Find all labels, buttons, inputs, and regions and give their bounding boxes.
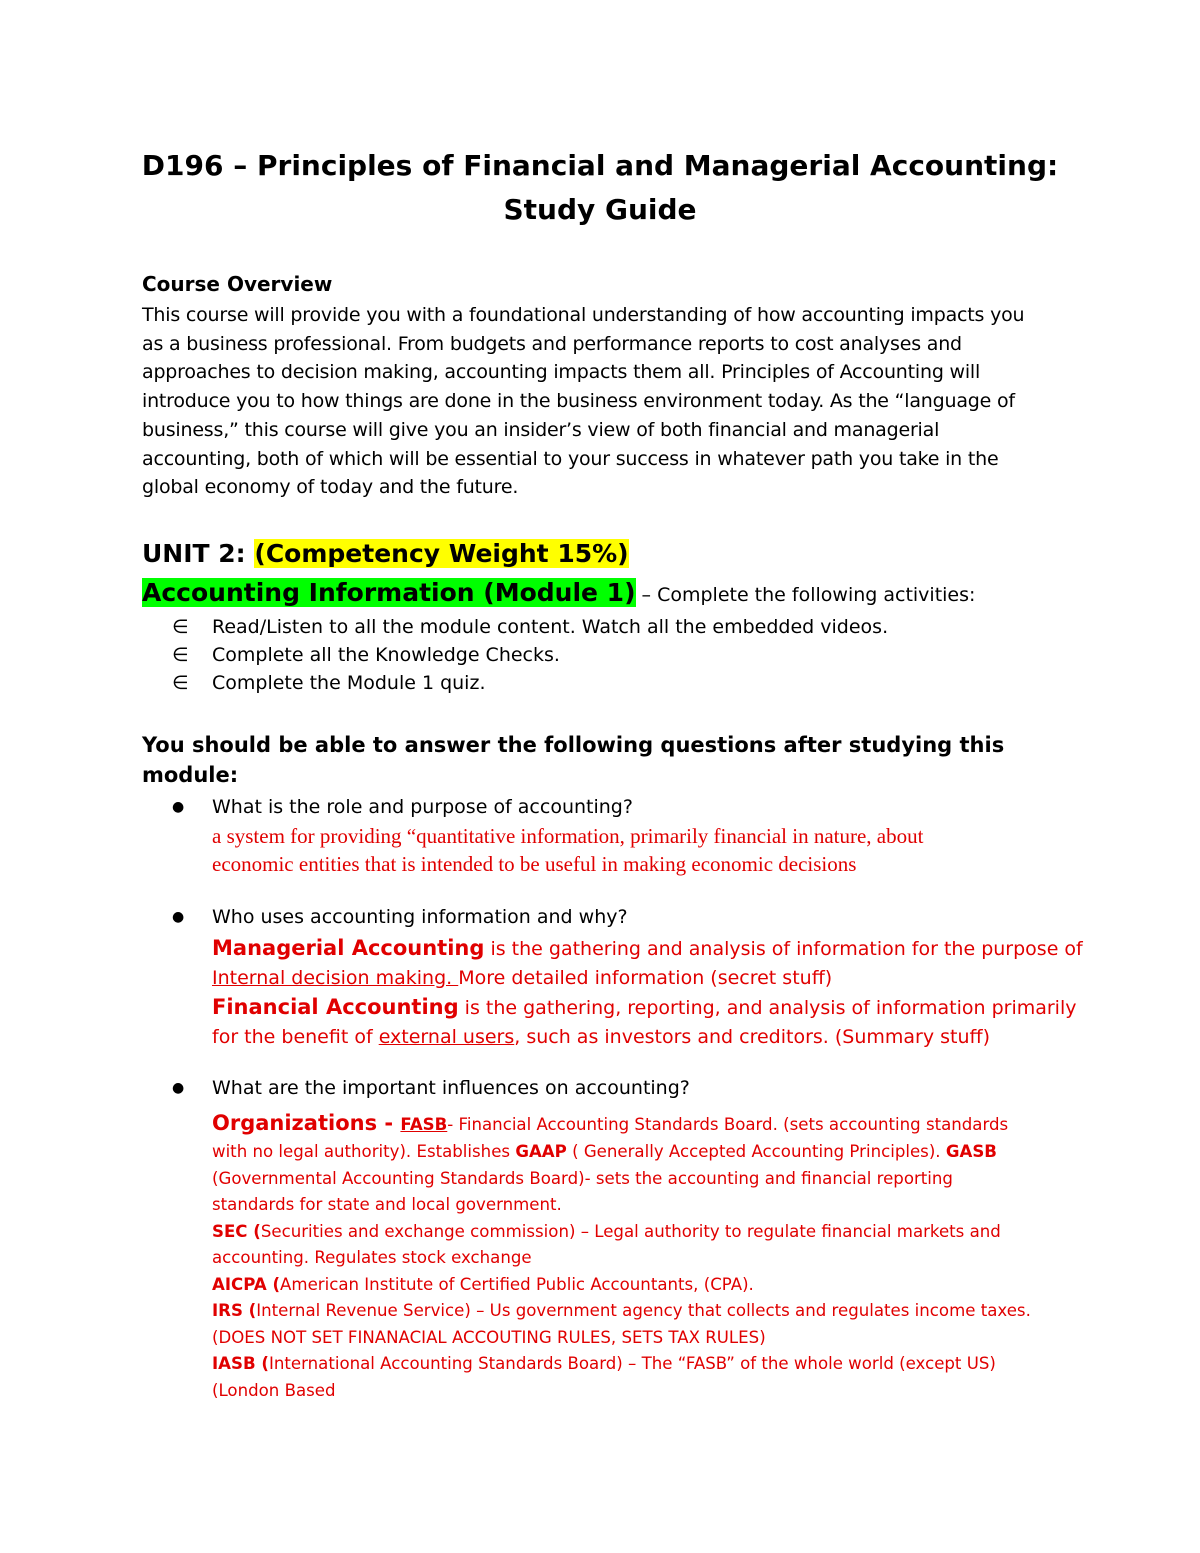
questions-heading (142, 730, 1042, 790)
answer-text: - Financial Accounting Standards Board. (sets accounting standards (447, 1115, 1009, 1134)
question-text: What is the role and purpose of accounting? (212, 796, 633, 818)
activity-text: Complete all the Knowledge Checks. (212, 644, 560, 666)
managerial-term: Managerial Accounting (212, 936, 485, 960)
bullet-icon: ● (172, 1080, 185, 1096)
course-overview-text (142, 301, 1062, 502)
module-title: Accounting Information (Module 1) (142, 578, 636, 607)
answer-line (212, 1219, 1031, 1246)
page-title-line-2: Study Guide (503, 193, 697, 226)
element-of-icon: ∈ (172, 672, 189, 694)
answer-line: (London Based (212, 1380, 336, 1400)
module-instructions: – Complete the following activities: (635, 584, 976, 606)
answer-text: American Institute of Certified Public Accountants, (CPA). (280, 1274, 754, 1294)
element-of-icon: ∈ (172, 616, 189, 638)
overview-line: introduce you to how things are done in the business environment today. As the “language of (142, 390, 1015, 413)
answer-1 (212, 822, 923, 878)
course-overview-heading: Course Overview (142, 272, 333, 296)
question-2 (172, 906, 628, 928)
answer-text: is the gathering, reporting, and analysis of information primarily (458, 997, 1077, 1019)
module-heading (142, 577, 975, 611)
answer-line (212, 1023, 1083, 1052)
bullet-icon: ● (172, 909, 185, 925)
answer-text: , such as investors and creditors. (Summary stuff) (514, 1026, 991, 1048)
answer-line (212, 934, 1083, 964)
overview-line: business,” this course will give you an insider’s view of both financial and managerial (142, 418, 940, 441)
overview-line: global economy of today and the future. (142, 476, 519, 499)
competency-weight: (Competency Weight 15%) (254, 539, 629, 568)
underlined-text: Internal decision making. (212, 967, 459, 989)
answer-text: International Accounting Standards Board) – The “FASB” of the whole world (except US) (268, 1354, 996, 1373)
activity-item (172, 669, 485, 697)
answer-3 (212, 1109, 1031, 1404)
gaap-term: GAAP (515, 1142, 567, 1161)
sec-term: SEC ( (212, 1221, 261, 1241)
answer-line (212, 1351, 1031, 1378)
answer-line (212, 1272, 1031, 1299)
question-text: Who uses accounting information and why? (212, 906, 628, 928)
answer-text: More detailed information (secret stuff) (458, 967, 833, 989)
irs-term: IRS ( (212, 1301, 257, 1320)
aicpa-term: AICPA ( (212, 1274, 281, 1294)
organizations-label: Organizations - (212, 1111, 401, 1135)
overview-line: as a business professional. From budgets and performance reports to cost analyses and (142, 332, 962, 355)
bullet-icon: ● (172, 799, 185, 815)
question-1 (172, 796, 633, 818)
gasb-term: GASB (945, 1142, 997, 1161)
answer-line (212, 1298, 1031, 1325)
page-title-line-1: D196 – Principles of Financial and Managerial Accounting: (141, 149, 1059, 182)
answer-text: is the gathering and analysis of information for the purpose of (484, 938, 1083, 960)
questions-heading-line: module: (142, 763, 239, 787)
underlined-text: external users (378, 1026, 515, 1048)
question-3 (172, 1077, 690, 1099)
activity-text: Complete the Module 1 quiz. (212, 672, 486, 694)
answer-line: (DOES NOT SET FINANACIAL ACCOUTING RULES, SETS TAX RULES) (212, 1327, 766, 1347)
activity-text: Read/Listen to all the module content. Watch all the embedded videos. (212, 616, 889, 638)
answer-line: accounting. Regulates stock exchange (212, 1248, 532, 1267)
answer-line: economic entities that is intended to be useful in making economic decisions (212, 852, 857, 876)
unit-heading (142, 538, 629, 570)
answer-line: (Governmental Accounting Standards Board)- sets the accounting and financial reporting (212, 1168, 953, 1188)
answer-line (212, 1109, 1031, 1139)
activity-item (172, 641, 560, 669)
overview-line: approaches to decision making, accounting impacts them all. Principles of Accounting will (142, 361, 981, 384)
answer-text: for the benefit of (212, 1026, 379, 1048)
questions-heading-line: You should be able to answer the following questions after studying this (142, 733, 1005, 757)
answer-line (212, 1139, 1031, 1166)
financial-term: Financial Accounting (212, 995, 459, 1019)
overview-line: accounting, both of which will be essential to your success in whatever path you take in the (142, 447, 999, 470)
activity-item (172, 613, 888, 641)
answer-text: with no legal authority). Establishes (212, 1142, 516, 1161)
question-text: What are the important influences on accounting? (212, 1077, 690, 1099)
answer-text: Internal Revenue Service) – Us government agency that collects and regulates income taxes. (256, 1301, 1031, 1320)
element-of-icon: ∈ (172, 644, 189, 666)
answer-2 (212, 934, 1083, 1052)
iasb-term: IASB ( (212, 1354, 269, 1373)
answer-line (212, 993, 1083, 1023)
answer-line: a system for providing “quantitative information, primarily financial in nature, about (212, 824, 924, 848)
answer-text: ( Generally Accepted Accounting Principles). (566, 1142, 946, 1161)
answer-line (212, 964, 1083, 993)
answer-text: Securities and exchange commission) – Legal authority to regulate financial markets and (260, 1221, 1001, 1241)
overview-line: This course will provide you with a foundational understanding of how accounting impacts you (142, 304, 1025, 326)
fasb-term: FASB (400, 1115, 448, 1134)
unit-label: UNIT 2: (142, 539, 255, 568)
answer-line: standards for state and local government. (212, 1195, 562, 1214)
